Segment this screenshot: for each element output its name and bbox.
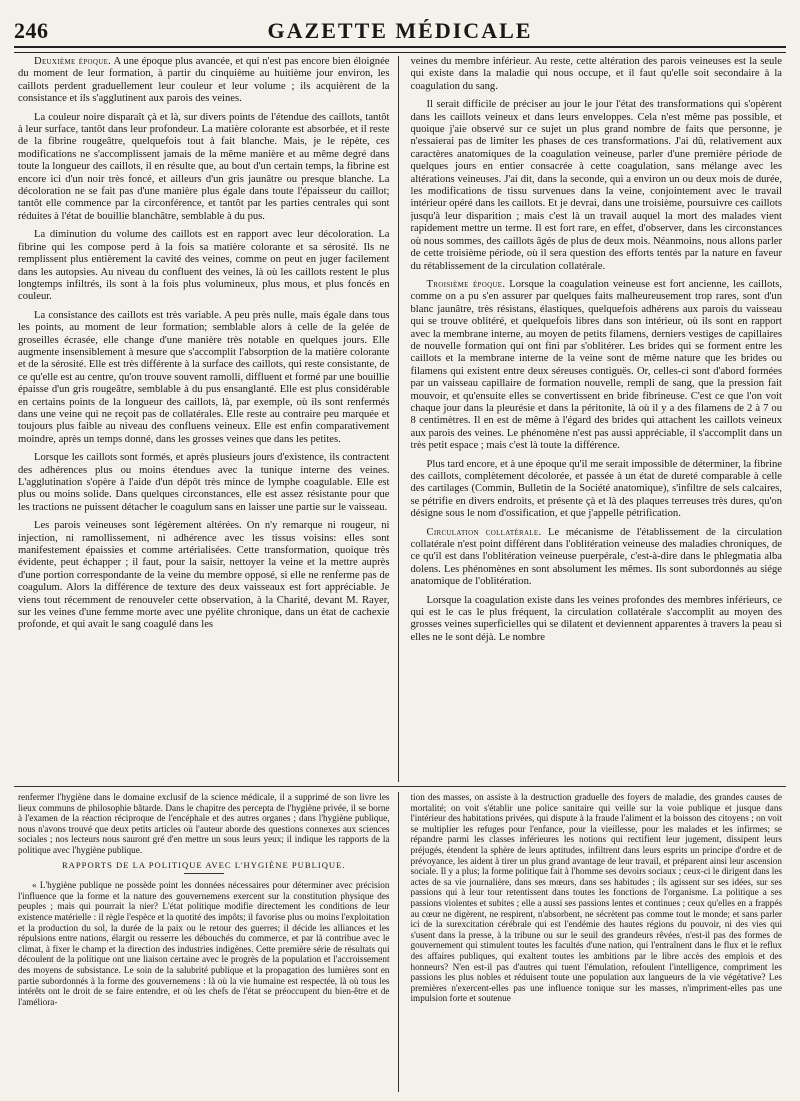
upper-left-column <box>18 56 399 782</box>
paragraph: tion des masses, on assiste à la destruction graduelle des foyers de maladie, des grandes causes de mortalité; on voit s'établir une police sanitaire qui veille sur la voie publique et jusque dans l'intérieur des habitations privées, qui dispute à la fraude l'aliment et la boisson des citoyens ; on voit se multiplier les refuges pour l'enfance, pour la vieillesse, pour les malades et les infirmes; se répandre parmi les classes inférieures les notions qui rectifient leur jugement, dissipent leurs préjugés, étendent la sphère de leurs aptitudes, infiltrent dans leurs esprits un principe d'ordre et de prévoyance, les aident à tirer un plus grand avantage de leur travail, et préparent ainsi leur ascension sociale. Il y a plus; la forme politique fait à l'homme ses devoirs sociaux ; ceux-ci le dirigent dans les actes de sa vie journalière, dans ses mœurs, dans ses habitudes ; ils agissent sur ses idées, sur ses passions qui à leur tour retentissent dans toutes les fonctions de l'organisme. La politique a ses passions violentes et subites ; elle a aussi ses passions lentes et continues ; ceux qu'elles en a frappés au cœur ne digèrent, ne respirent, n'absorbent, ne sécrètent pas comme tout le monde; et sans parler ici de la surexcitation cérébrale qui est l'endémie des hautes régions du pouvoir, ni des vies qui s'usent dans la presse, à la tribune ou sur le seuil des grandeurs rêvées, n'est-il pas des formes de gouvernement qui stimulent toutes les facultés d'une nation, qui l'entraînent dans le flux et le reflux des affaires publiques, qui exaltent toutes les ambitions par le libre accès des emplois et des honneurs? N'en est-il pas d'autres qui tuent l'émulation, refoulent l'intelligence, compriment les passions les plus nobles et réduisent toute une population aux langueurs de la vie végétative? Les premières n'exercent-elles pas une influence tonique sur les masses, n'impriment-elles pas une impulsion forte et soutenue <box>410 792 782 1004</box>
upper-right-column <box>411 56 783 782</box>
paragraph: Il serait difficile de préciser au jour le jour l'état des transformations qui s'opèrent dans les caillots veineux et dans leurs enveloppes. Cela n'est même pas possible, et quoique j'aie observé sur ce sujet un plus grand nombre de faits que personne, je n'essaierai pas de limiter les phases de ces transformations. J'ai dû, relativement aux caractères anatomiques de la coagulation veineuse, parler d'une première période de quelques jours en entier consacrée à cette coagulation, sans mélange avec les altérations veineuses. J'ai dit, dans la seconde, qui a environ un ou deux mois de durée, les modifications de tissu survenues dans la veine, conjointement avec le travail intérieur opéré dans les caillots. Et je devrai, dans une troisième, poursuivre ces caillots jusqu'à leur disparition ; mais c'est là un travail auquel la mort des malades vient rapidement mettre un terme. Il est fort rare, en effet, d'observer, dans les circonstances où nous sommes, des caillots âgés de plus de deux mois. Néanmoins, nous allons parler de cette troisième période, où il sera question des efforts tentés par la nature en faveur du rétablissement de la circulation collatérale. <box>410 99 782 272</box>
paragraph: renfermer l'hygiène dans le domaine exclusif de la science médicale, il a supprimé de son livre les lieux communs de philosophie bâtarde. Dans le chapitre des percepta de l'hygiène privée, il se borne à l'examen de la réaction réciproque de l'encéphale et des autres organes ; dans l'hygiène publique, nous n'avons trouvé que deux petits articles où l'auteur aborde des questions connexes aux sciences sociales ; nos lecteurs nous sauront gré d'en mettre un sous leurs yeux; il indique les rapports de la politique avec l'hygiène publique. <box>18 792 390 855</box>
section-lead: Deuxième époque. <box>34 56 112 67</box>
paragraph: Lorsque la coagulation existe dans les veines profondes des membres inférieurs, ce qui est le cas le plus fréquent, la circulation collatérale s'accomplit au moyen des grosses veines superficielles qui se dilatent et deviennent apparentes à travers la peau si elles ne le sont déjà. Le nombre <box>410 594 782 643</box>
paragraph: veines du membre inférieur. Au reste, cette altération des parois veineuses est la seule qui existe dans la maladie qui nous occupe, et il faut qu'elle soit secondaire à la coagulation du sang. <box>410 56 782 92</box>
paragraph: Circulation collatérale. Le mécanisme de l'établissement de la circulation collatérale n'est point différent dans l'oblitération veineuse des maladies chroniques, de ce qu'il est dans l'oblitération veineuse puerpérale, c'est-à-dire dans le phlegmatia alba dolens. Les phénomènes en sont absolument les mêmes. Ils sont subordonnés au siége anatomique de l'oblitération. <box>410 526 782 588</box>
paragraph: Plus tard encore, et à une époque qu'il me serait impossible de déterminer, la fibrine des caillots, complètement décolorée, et passée à un état de dureté comparable à celle des cartilages (Commin, Bulletin de la Société anatomique), s'infiltre de sels calcaires, se pétrifie en divers endroits, et présente çà et là des plaques terreuses très dures, qu'on désigne sous le nom d'ossification, et que j'appelle pétrification. <box>410 458 782 520</box>
section-lead: Troisième époque. <box>426 278 506 290</box>
paragraph: « L'hygiène publique ne possède point les données nécessaires pour déterminer avec précision l'influence que la forme et la nature des gouvernemens exercent sur la constitution physique des peuples ; mais qui pourrait la nier? L'état politique modifie directement les conditions de leur existence matérielle : il règle l'espèce et la quotité des impôts; il favorise plus ou moins l'exploitation et la production du sol, la durée de la paix ou le retour des guerres; il décide les alliances et les répulsions entre nations, élargit ou resserre les débouchés du commerce, et par là contribue avec le climat, à fixer le champ et la direction des industries indigènes. Cette première série de résultats qui découlent de la politique ont une liaison certaine avec le progrès de la population et l'accroissement des moyens de subsistance. Le soin de la salubrité publique et la propagation des lumières sont en partie subordonnés à la forme des gouvernemens : là où la vie humaine est respectée, là où tous les intérêts ont le droit de se faire entendre, et où les chefs de l'état se préoccupent du bien-être et de l'améliora- <box>18 880 390 1007</box>
lower-left-column <box>18 792 399 1092</box>
section-lead: Circulation collatérale. <box>426 526 542 538</box>
paragraph: La couleur noire disparaît çà et là, sur divers points de l'étendue des caillots, tantôt à leur surface, tantôt dans leur profondeur. La matière colorante est absorbée, et il reste de la fibrine rougeâtre, quelquefois tout à fait blanche. Mais, je le répète, ces modifications ne s'accomplissent jamais de la même manière et au même degré dans toute la longueur des caillots, il en résulte que, au bout d'un certain temps, la fibrine est encore ici d'un noir très foncé, et ailleurs d'un gris jaunâtre ou presque blanche. La décoloration ne se fait pas d'une manière plus égale dans toute l'épaisseur du caillot; tantôt elle commence par la circonférence, et tantôt par les parties centrales qui sont réduites à l'état de bouillie blanchâtre, semblable à du pus. <box>18 111 390 222</box>
paragraph: Troisième époque. Lorsque la coagulation veineuse est fort ancienne, les caillots, comme on a pu s'en assurer par quelques faits malheureusement trop rares, sont d'un blanc jaunâtre, très résistans, élastiques, quelquefois adhérens aux parois du vaisseau qui se trouve oblitéré, et quelquefois libres dans son intérieur, où ils sont en rapport avec la membrane interne, au moyen de petits filamens, derniers vestiges de capillaires de nouvelle formation qui ont fini par s'oblitérer. Les brides qui se forment entre les caillots et la membrane interne de la veine sont de même nature que les brides ou filamens qui existent entre deux séreuses contiguës. Or, celles-ci sont d'abord formées par un vaisseau capillaire de formation nouvelle, rempli de sang, que la pression fait mouvoir, et qu'ensuite elles se convertissent en bride fibrineuse. C'est ce que l'on voit chaque jour dans la pleurésie et dans la péritonite, là où il y a des filamens de 2 à 7 ou 8 centimètres. Il en est de même à l'égard des brides qui attachent les caillots veineux aux parois des veines. Le phénomène n'est pas aussi appréciable, il s'accomplit dans un très petit espace ; mais c'est là toute la différence. <box>410 278 782 452</box>
paragraph: La diminution du volume des caillots est en rapport avec leur décoloration. La fibrine qui les compose perd à la fois sa matière colorante et sa sérosité. Ils ne remplissent plus entièrement la cavité des veines, comme on peut en juger facilement dans les autopsies. Au niveau du confluent des veines, là où les caillots restent le plus longtemps infiltrés, ils sont à la fois plus volumineux, plus mous, et plus foncés en couleur. <box>18 229 390 303</box>
lower-article <box>18 792 782 1092</box>
section-heading: RAPPORTS DE LA POLITIQUE AVEC L'HYGIÈNE PUBLIQUE. <box>18 860 390 875</box>
feuilleton-rule <box>14 786 786 787</box>
header-rule <box>14 46 786 53</box>
page-header <box>14 18 786 44</box>
paragraph: Les parois veineuses sont légèrement altérées. On n'y remarque ni rougeur, ni injection, ni ramollissement, ni adhérence avec les tissus voisins: elles sont manifestement épaissies et comme artérialisées. Cette transformation, quoique très évidente, peut échapper ; il faut, pour la saisir, nettoyer la veine et la mettre auprès d'une portion correspondante de la veine du membre opposé, si elle ne renferme pas de coagulum. Alors la différence de texture des deux vaisseaux est fort appréciable. Je viens tout récemment de renouveler cette observation, à la Charité, devant M. Rayer, sur les veines d'une femme morte avec une pyélite chronique, dans un état de cachexie profonde, et qui avait le sang coagulé dans les <box>18 520 390 631</box>
lower-right-column <box>411 792 783 1092</box>
journal-title: GAZETTE MÉDICALE <box>267 18 533 43</box>
paragraph: Lorsque les caillots sont formés, et après plusieurs jours d'existence, ils contractent des adhérences plus ou moins étendues avec la tunique interne des veines. L'agglutination s'opère à l'aide d'un dépôt très mince de lymphe coagulable. Elle est plus ou moins solide. Dans quelques circonstances, elle est assez résistante pour que les tractions ne puissent détacher le coagulum sans en laisser une partie sur le vaisseau. <box>18 452 390 513</box>
paragraph: Deuxième époque. A une époque plus avancée, et qui n'est pas encore bien éloignée du moment de leur formation, à partir du cinquième au huitième jour environ, les caillots perdent graduellement leur couleur et leur volume ; ils acquièrent de la consistance et ils s'agglutinent aux parois des veines. <box>18 56 390 105</box>
upper-article <box>18 56 782 782</box>
page-number: 246 <box>14 18 49 43</box>
paragraph: La consistance des caillots est très variable. A peu près nulle, mais égale dans tous les points, au moment de leur formation; semblable alors à celle de la gelée de groseilles écrasée, elle change d'une manière très notable en quelques jours. Elle augmente insensiblement à mesure que s'accomplit l'absorption de la matière colorante et de la sérosité. Elle est très différente à la surface des caillots, qui reste consistante, de ce qu'elle est au centre, qu'on trouve souvent ramolli, diffluent et formé par une bouillie épaisse d'un gris rougeâtre, semblable à du pus ensanglanté. Elle est plus considérable en certains points de la longueur des caillots, là, par exemple, où ils sont renfermés dans une veine qui ne reçoit pas de collatérales. Elle reste au contraire peu marquée et toujours plus faible au niveau des confluens veineux. Elle est enfin comparativement moindre, après un temps donné, dans les grosses veines que dans les petites. <box>18 309 390 445</box>
